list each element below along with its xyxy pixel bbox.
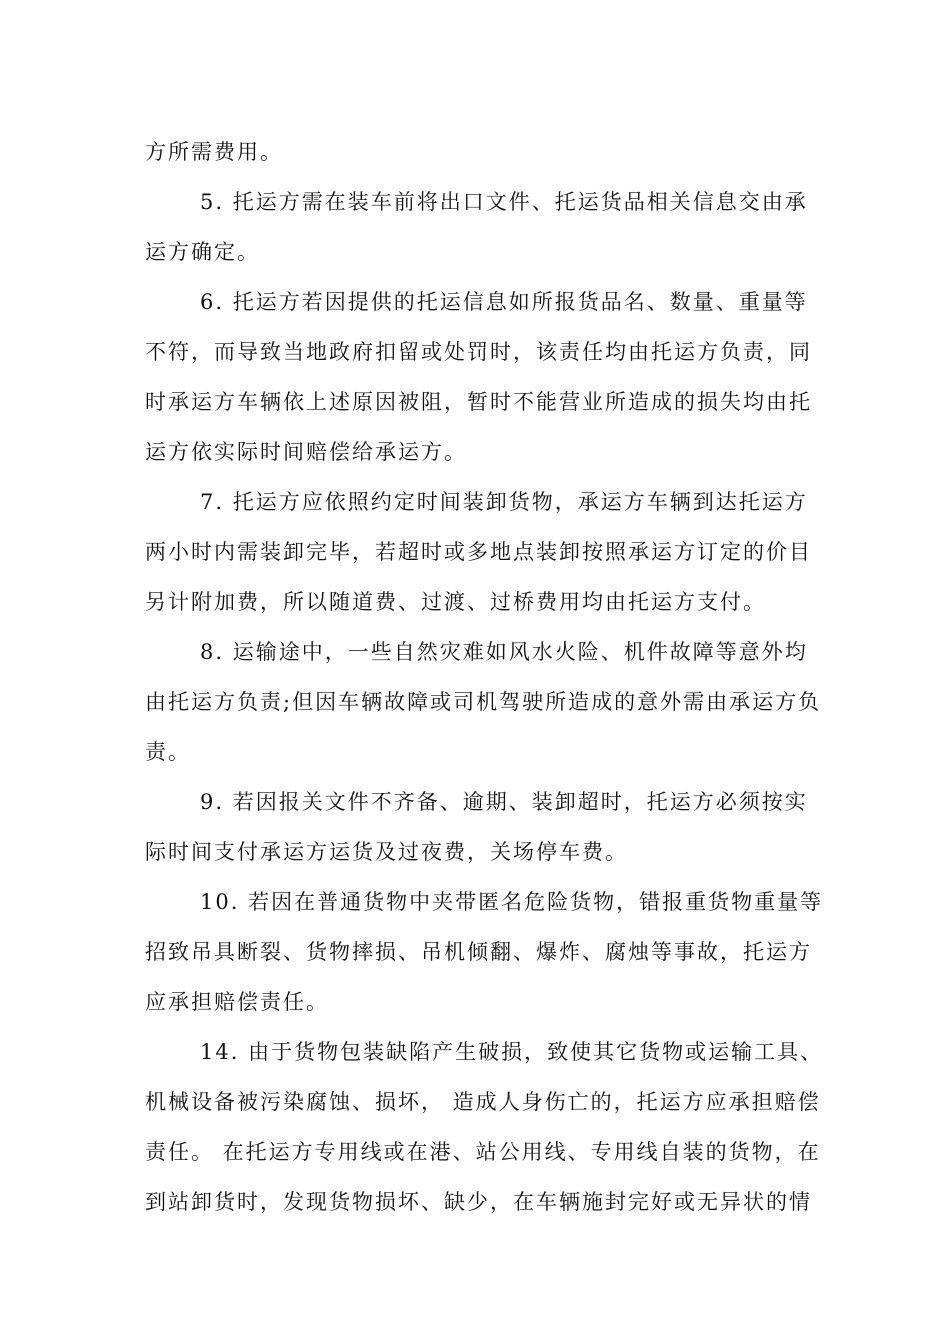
text-line: 方所需费用。 [145, 140, 283, 164]
text-line: 9. 若因报关文件不齐备、逾期、装卸超时，托运方必须按实 [200, 790, 808, 814]
text-line: 14. 由于货物包装缺陷产生破损，致使其它货物或运输工具、 [200, 1040, 824, 1064]
text-line: 责任。 在托运方专用线或在港、站公用线、专用线自装的货物，在 [145, 1140, 821, 1164]
text-line: 两小时内需装卸完毕，若超时或多地点装卸按照承运方订定的价目 [145, 540, 812, 564]
text-line: 运方依实际时间赔偿给承运方。 [145, 440, 467, 464]
text-line: 另计附加费，所以随道费、过渡、过桥费用均由托运方支付。 [145, 590, 766, 614]
text-line: 运方确定。 [145, 240, 260, 264]
text-line: 应承担赔偿责任。 [145, 990, 329, 1014]
text-line: 不符，而导致当地政府扣留或处罚时，该责任均由托运方负责，同 [145, 340, 812, 364]
text-line: 责。 [145, 740, 191, 764]
text-line: 时承运方车辆依上述原因被阻，暂时不能营业所造成的损失均由托 [145, 390, 812, 414]
text-line: 7. 托运方应依照约定时间装卸货物，承运方车辆到达托运方 [200, 490, 808, 514]
text-line: 8. 运输途中，一些自然灾难如风水火险、机件故障等意外均 [200, 640, 808, 664]
text-line: 招致吊具断裂、货物摔损、吊机倾翻、爆炸、腐烛等事故，托运方 [145, 940, 812, 964]
text-line: 由托运方负责;但因车辆故障或司机驾驶所造成的意外需由承运方负 [145, 690, 822, 714]
text-line: 10. 若因在普通货物中夹带匿名危险货物，错报重货物重量等 [200, 890, 824, 914]
text-line: 机械设备被污染腐蚀、损坏， 造成人身伤亡的，托运方应承担赔偿 [145, 1090, 821, 1114]
text-line: 到站卸货时，发现货物损坏、缺少，在车辆施封完好或无异状的情 [145, 1190, 812, 1214]
text-line: 际时间支付承运方运货及过夜费，关场停车费。 [145, 840, 628, 864]
text-line: 6. 托运方若因提供的托运信息如所报货品名、数量、重量等 [200, 290, 808, 314]
text-line: 5. 托运方需在装车前将出口文件、托运货品相关信息交由承 [200, 190, 808, 214]
